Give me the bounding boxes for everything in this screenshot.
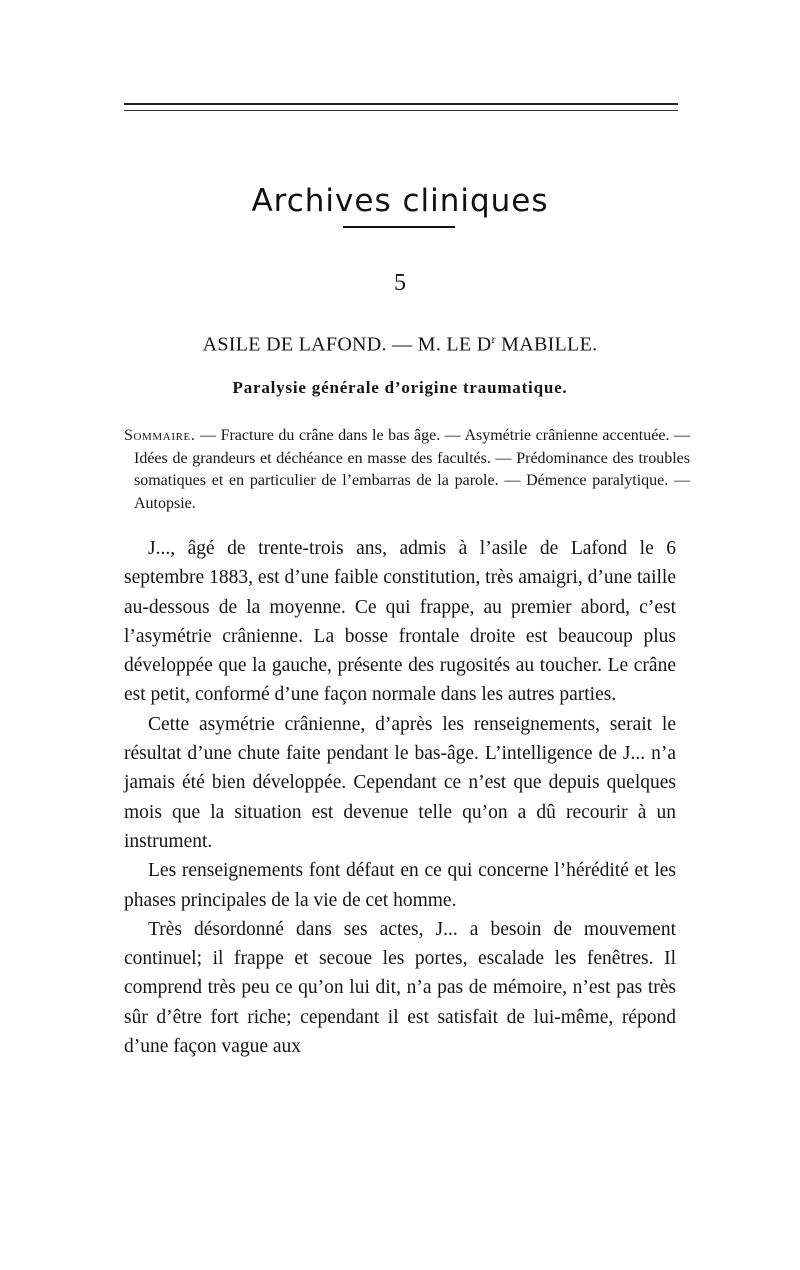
paragraph-4: Très désordonné dans ses actes, J... a besoin de mouvement continuel; il frappe et secoue les portes, escalade les fenêtres. Il comprend très peu ce qu’on lui dit, n’a pas de mémoire, n’est pas très sûr d’être fort riche; cependant il est satisfait de lui-même, répond d’une façon vague aux	[124, 918, 676, 1058]
summary-text: — Fracture du crâne dans le bas âge. — Asymétrie crânienne accentuée. — Idées de grandeurs et déchéance en masse des facultés. — Prédominance des troubles somatiques et en particulier de l’embarras de la parole. — Démence paralytique. — Autopsie.	[134, 427, 690, 512]
asylum-text: ASILE DE LAFOND. — M. LE D	[202, 333, 492, 356]
page-title: Archives cliniques	[251, 182, 549, 219]
asylum-superscript: r	[491, 332, 496, 346]
article-number: 5	[394, 270, 406, 296]
summary-block	[124, 425, 690, 515]
top-rule-thick	[124, 103, 678, 105]
asylum-doctor: MABILLE.	[495, 333, 598, 356]
paragraph-3: Les renseignements font défaut en ce qui concerne l’hérédité et les phases principales de la vie de cet homme.	[124, 860, 676, 911]
paragraph-1: J..., âgé de trente-trois ans, admis à l’asile de Lafond le 6 septembre 1883, est d’une faible constitution, très amaigri, d’une taille au-dessous de la moyenne. Ce qui frappe, au premier abord, c’est l’asymétrie crânienne. La bosse frontale droite est beaucoup plus développée que la gauche, présente des rugosités au toucher. Le crâne est petit, conformé d’une façon normale dans les autres parties.	[124, 538, 676, 706]
summary-label: Sommaire.	[124, 427, 196, 444]
article-title: Paralysie générale d’origine traumatique.	[232, 378, 568, 397]
top-rule-thin	[124, 110, 678, 111]
paragraph-2: Cette asymétrie crânienne, d’après les renseignements, serait le résultat d’une chute faite pendant le bas-âge. L’intelligence de J... n’a jamais été bien développée. Cependant ce n’est que depuis quelques mois que la situation est devenue telle qu’on a dû recourir à un instrument.	[124, 713, 676, 852]
body-text	[124, 534, 676, 1061]
title-divider	[343, 226, 455, 228]
asylum-heading	[0, 332, 800, 357]
